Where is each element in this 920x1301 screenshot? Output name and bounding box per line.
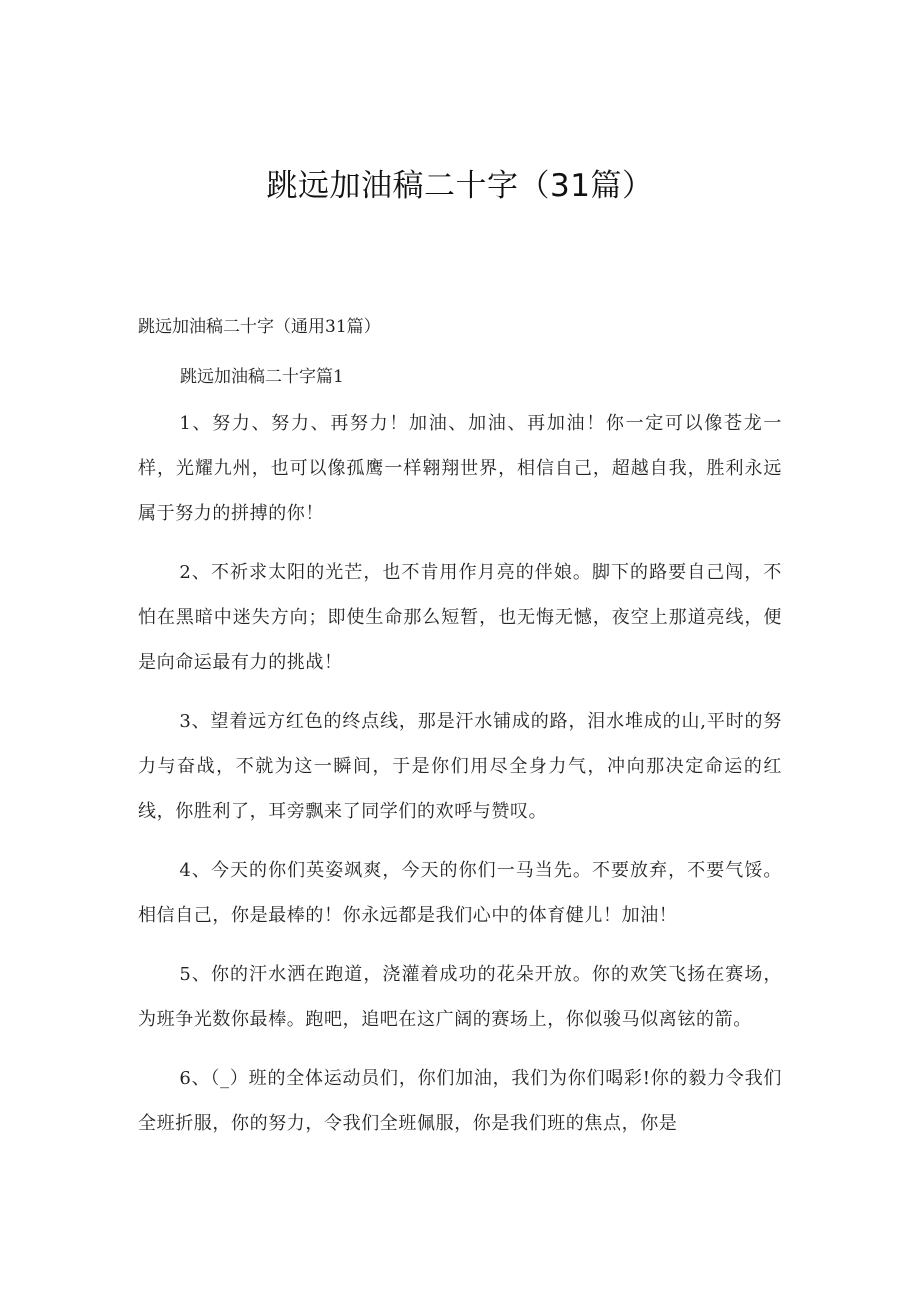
paragraph-6: 6、（_）班的全体运动员们，你们加油，我们为你们喝彩!你的毅力令我们全班折服，你的努力，令我们全班佩服，你是我们班的焦点，你是 (138, 1068, 782, 1134)
paragraph-1: 1、努力、努力、再努力！加油、加油、再加油！你一定可以像苍龙一样，光耀九州，也可以像孤鹰一样翱翔世界，相信自己，超越自我，胜利永远属于努力的拼搏的你！ (138, 413, 782, 524)
document-title: 跳远加油稿二十字（31篇） (266, 168, 654, 204)
paragraph-2: 2、不祈求太阳的光芒，也不肯用作月亮的伴娘。脚下的路要自己闯，不怕在黑暗中迷失方向；即使生命那么短暂，也无悔无憾，夜空上那道亮线，便是向命运最有力的挑战！ (138, 562, 782, 673)
section-heading: 跳远加油稿二十字篇1 (180, 367, 344, 387)
paragraph-5: 5、你的汗水洒在跑道，浇灌着成功的花朵开放。你的欢笑飞扬在赛场，为班争光数你最棒。跑吧，追吧在这广阔的赛场上，你似骏马似离铉的箭。 (138, 964, 782, 1030)
paragraph-4: 4、今天的你们英姿飒爽，今天的你们一马当先。不要放弃，不要气馁。相信自己，你是最棒的！你永远都是我们心中的体育健儿！加油！ (138, 860, 782, 926)
body-text (138, 401, 782, 1160)
document-subtitle: 跳远加油稿二十字（通用31篇） (138, 317, 381, 337)
paragraph-3: 3、望着远方红色的终点线，那是汗水铺成的路，泪水堆成的山,平时的努力与奋战，不就为这一瞬间，于是你们用尽全身力气，冲向那决定命运的红线，你胜利了，耳旁飘来了同学们的欢呼与赞叹。 (138, 711, 782, 822)
